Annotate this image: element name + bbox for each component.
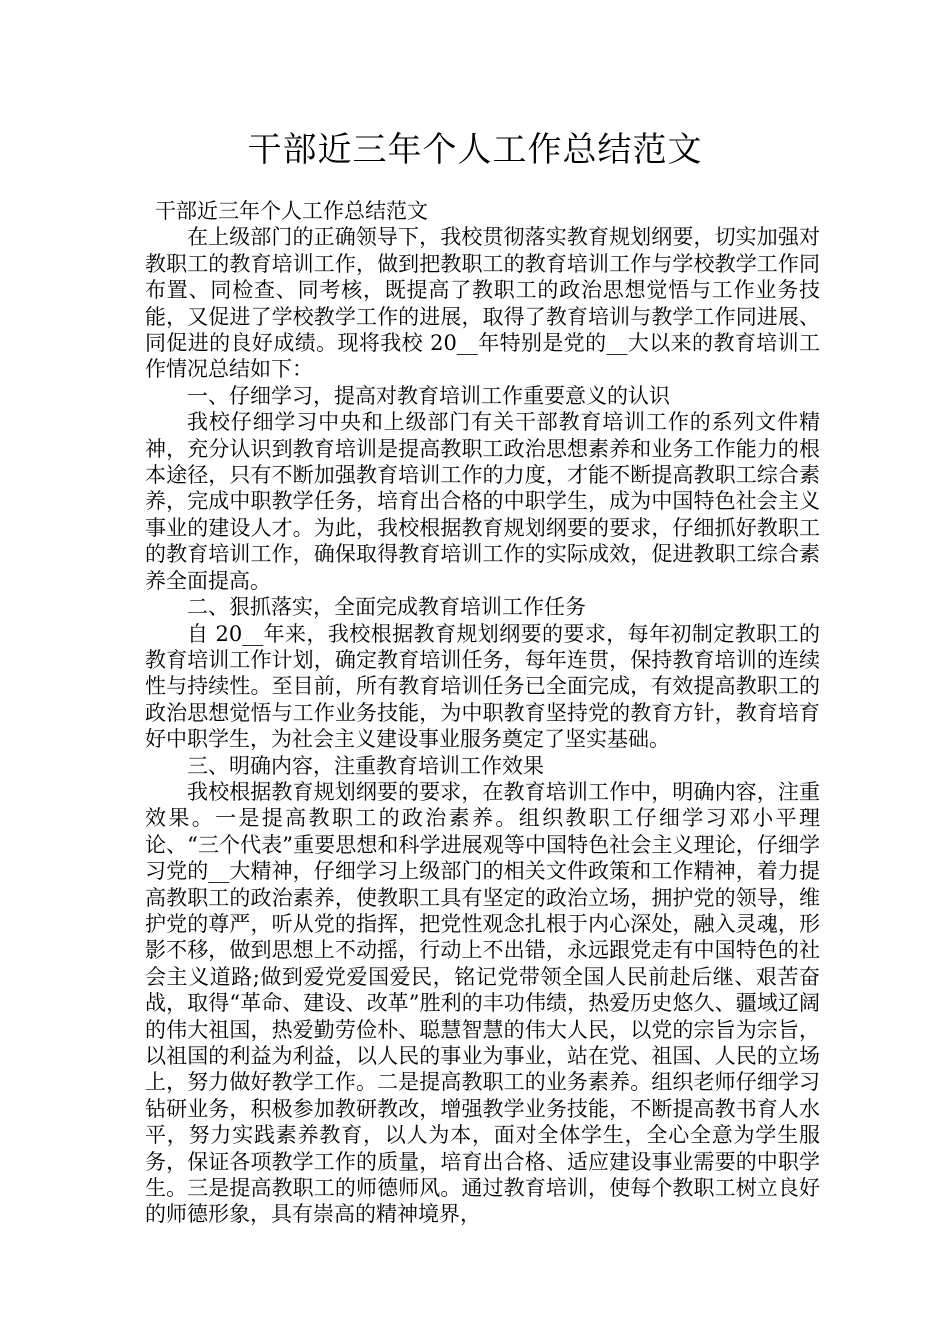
paragraph-section-3: 我校根据教育规划纲要的要求，在教育培训工作中，明确内容，注重效果。一是提高教职工的政治素养。组织教职工仔细学习邓小平理论、“三个代表”重要思想和科学进展观等中国特色社会主义理论，仔细学习党的__大精神，仔细学习上级部门的相关文件政策和工作精神，着力提高教职工的政治素养，使教职工具有坚定的政治立场，拥护党的领导，维护党的尊严，听从党的指挥，把党性观念扎根于内心深处，融入灵魂，形影不移，做到思想上不动摇，行动上不出错，永远跟党走有中国特色的社会主义道路;做到爱党爱国爱民，铭记党带领全国人民前赴后继、艰苦奋战，取得“革命、建设、改革”胜利的丰功伟绩，热爱历史悠久、疆域辽阔的伟大祖国，热爱勤劳俭朴、聪慧智慧的伟大人民，以党的宗旨为宗旨，以祖国的利益为利益，以人民的事业为事业，站在党、祖国、人民的立场上，努力做好教学工作。二是提高教职工的业务素养。组织老师仔细学习钻研业务，积极参加教研教改，增强教学业务技能，不断提高教书育人水平，努力实践素养教育，以人为本，面对全体学生，全心全意为学生服务，保证各项教学工作的质量，培育出合格、适应建设事业需要的中职学生。三是提高教职工的师德师风。通过教育培训，使每个教职工树立良好的师德形象，具有崇高的精神境界， — [145, 779, 820, 1227]
document-subtitle: 干部近三年个人工作总结范文 — [155, 199, 428, 223]
section-heading-1: 一、仔细学习，提高对教育培训工作重要意义的认识 — [187, 383, 670, 408]
paragraph-section-2: 自 20__年来，我校根据教育规划纲要的要求，每年初制定教职工的教育培训工作计划，确定教育培训任务，每年连贯，保持教育培训的连续性与持续性。至目前，所有教育培训任务已全面完成，有效提高教职工的政治思想觉悟与工作业务技能，为中职教育坚持党的教育方针，教育培育好中职学生，为社会主义建设事业服务奠定了坚实基础。 — [145, 621, 820, 752]
paragraph-section-1: 我校仔细学习中央和上级部门有关干部教育培训工作的系列文件精神，充分认识到教育培训是提高教职工政治思想素养和业务工作能力的根本途径，只有不断加强教育培训工作的力度，才能不断提高教职工综合素养，完成中职教学任务，培育出合格的中职学生，成为中国特色社会主义事业的建设人才。为此，我校根据教育规划纲要的要求，仔细抓好教职工的教育培训工作，确保取得教育培训工作的实际成效，促进教职工综合素养全面提高。 — [145, 410, 820, 593]
document-title: 干部近三年个人工作总结范文 — [247, 130, 703, 170]
document-body — [145, 198, 820, 1228]
paragraph-intro: 在上级部门的正确领导下，我校贯彻落实教育规划纲要，切实加强对教职工的教育培训工作，做到把教职工的教育培训工作与学校教学工作同布置、同检查、同考核，既提高了教职工的政治思想觉悟与工作业务技能，又促进了学校教学工作的进展，取得了教育培训与教学工作同进展、同促进的良好成绩。现将我校 20__年特别是党的__大以来的教育培训工作情况总结如下： — [145, 225, 820, 382]
section-heading-3: 三、明确内容，注重教育培训工作效果 — [187, 753, 544, 778]
section-heading-2: 二、狠抓落实，全面完成教育培训工作任务 — [187, 595, 586, 620]
